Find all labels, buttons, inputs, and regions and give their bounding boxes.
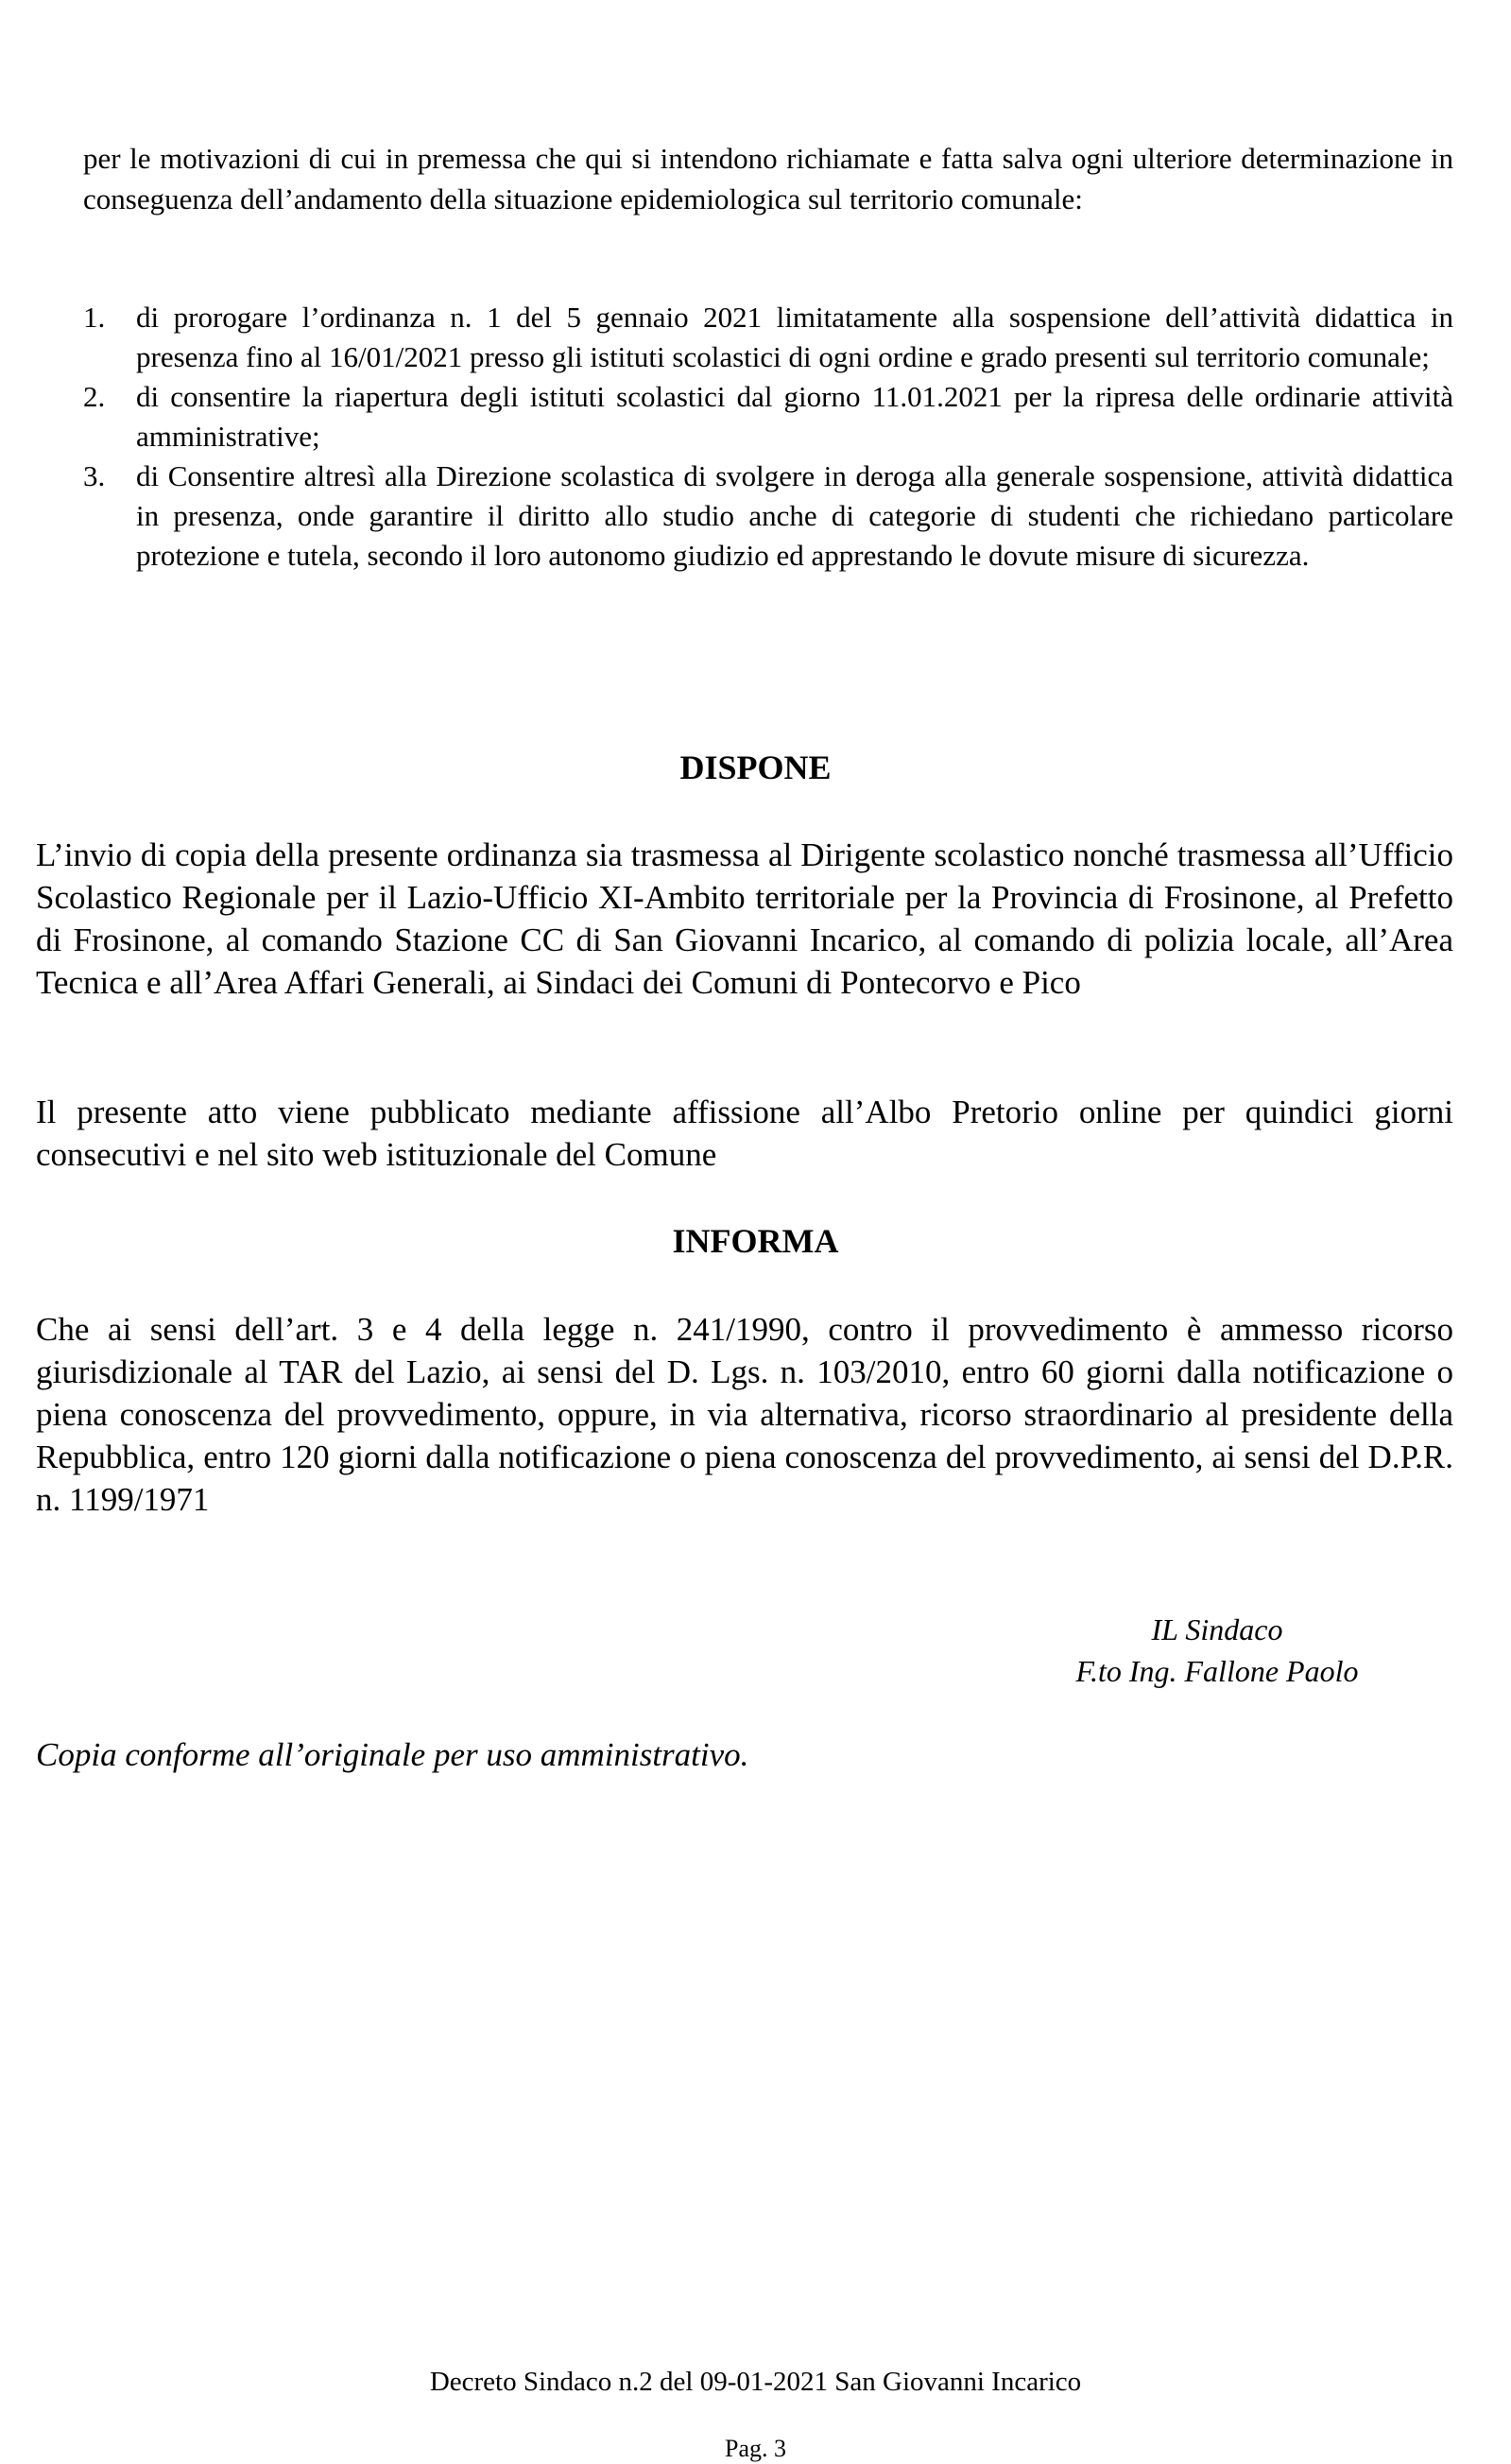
signature-title: IL Sindaco: [1151, 1612, 1283, 1646]
list-item: [83, 457, 1453, 576]
signature-block: [1038, 1609, 1397, 1692]
document-footer: Decreto Sindaco n.2 del 09-01-2021 San Giovanni Incarico: [429, 2367, 1082, 2397]
list-item-text: di Consentire altresì alla Direzione scolastica di svolgere in deroga alla generale sospensione, attività didattica in presenza, onde garantire il diritto allo studio anche di categorie di studenti che richiedano particolare protezione e tutela, secondo il loro autonomo giudizio ed apprestando le dovute misure di sicurezza.: [136, 459, 1453, 572]
list-item: [83, 298, 1453, 377]
page-number: Pag. 3: [725, 2435, 786, 2462]
signature-name: F.to Ing. Fallone Paolo: [1075, 1654, 1359, 1688]
publication-paragraph: Il presente atto viene pubblicato mediante affissione all’Albo Pretorio online per quindici giorni consecutivi e nel sito web istituzionale del Comune: [36, 1094, 1453, 1173]
list-item: [83, 377, 1453, 457]
dispone-heading: DISPONE: [679, 749, 832, 786]
list-item-number: 3.: [83, 459, 106, 492]
informa-paragraph: Che ai sensi dell’art. 3 e 4 della legge n. 241/1990, contro il provvedimento è ammesso ricorso giurisdizionale al TAR del Lazio, ai sensi del D. Lgs. n. 103/2010, entro 60 giorni dalla notificazione o piena conoscenza del provvedimento, oppure, in via alternativa, ricorso straordinario al presidente della Repubblica, entro 120 giorni dalla notificazione o piena conoscenza del provvedimento, ai sensi del D.P.R. n. 1199/1971: [36, 1311, 1453, 1518]
dispone-paragraph: L’invio di copia della presente ordinanza sia trasmessa al Dirigente scolastico nonché trasmessa all’Ufficio Scolastico Regionale per il Lazio-Ufficio XI-Ambito territoriale per la Provincia di Frosinone, al Prefetto di Frosinone, al comando Stazione CC di San Giovanni Incarico, al comando di polizia locale, all’Area Tecnica e all’Area Affari Generali, ai Sindaci dei Comuni di Pontecorvo e Pico: [36, 836, 1453, 1001]
ordinance-list: [83, 298, 1453, 576]
intro-paragraph: per le motivazioni di cui in premessa che qui si intendono richiamate e fatta salva ogni ulteriore determinazione in conseguenza dell’andamento della situazione epidemiologica sul territorio comunale:: [83, 142, 1453, 215]
informa-heading: INFORMA: [672, 1222, 839, 1260]
list-item-number: 2.: [83, 380, 106, 413]
list-item-number: 1.: [83, 301, 106, 334]
list-item-text: di consentire la riapertura degli istituti scolastici dal giorno 11.01.2021 per la ripresa delle ordinarie attività amministrative;: [136, 380, 1453, 453]
copy-conformity-note: Copia conforme all’originale per uso amministrativo.: [36, 1736, 749, 1773]
list-item-text: di prorogare l’ordinanza n. 1 del 5 gennaio 2021 limitatamente alla sospensione dell’attività didattica in presenza fino al 16/01/2021 presso gli istituti scolastici di ogni ordine e grado presenti sul territorio comunale;: [136, 301, 1453, 373]
